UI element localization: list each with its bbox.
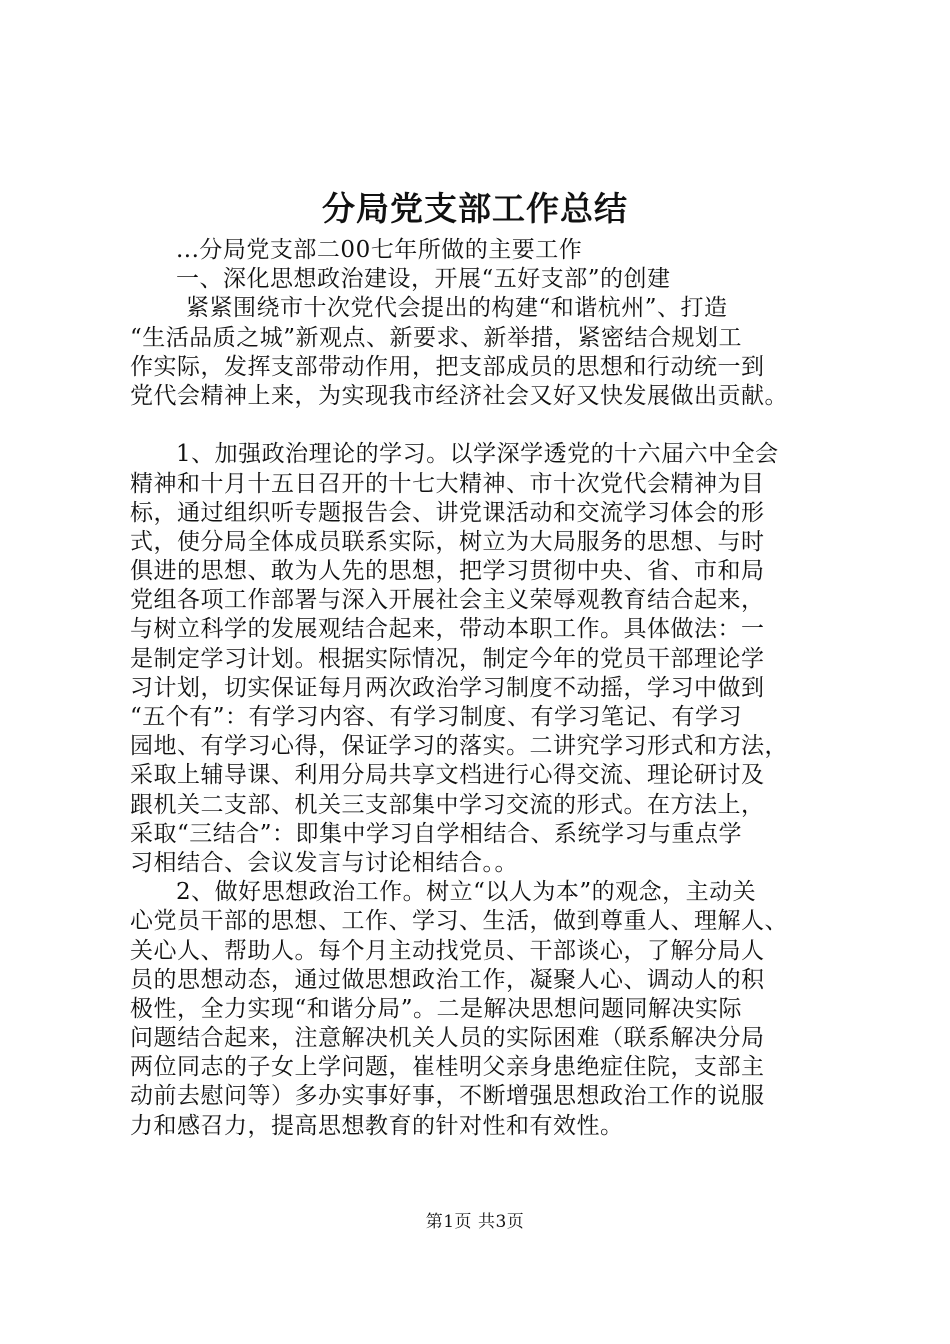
paragraph-line: 党代会精神上来，为实现我市经济社会又好又快发展做出贡献。 <box>130 382 788 409</box>
document-body <box>130 236 836 1141</box>
document-title: 分局党支部工作总结 <box>322 189 628 228</box>
paragraph-line: 俱进的思想、敢为人先的思想，把学习贯彻中央、省、市和局 <box>130 558 765 585</box>
paragraph-line: 采取上辅导课、利用分局共享文档进行心得交流、理论研讨及 <box>130 762 765 789</box>
paragraph-line: 两位同志的子女上学问题，崔桂明父亲身患绝症住院，支部主 <box>130 1054 765 1081</box>
paragraph-line: 力和感召力，提高思想教育的针对性和有效性。 <box>130 1112 624 1139</box>
section-heading: 一、深化思想政治建设，开展“五好支部”的创建 <box>176 266 671 293</box>
intro-line: ...分局党支部二00七年所做的主要工作 <box>176 237 583 263</box>
paragraph-line: 问题结合起来，注意解决机关人员的实际困难（联系解决分局 <box>130 1025 765 1052</box>
paragraph-line: 精神和十月十五日召开的十七大精神、市十次党代会精神为目 <box>130 470 765 497</box>
paragraph-line: 是制定学习计划。根据实际情况，制定今年的党员干部理论学 <box>130 645 765 672</box>
paragraph-line: “生活品质之城”新观点、新要求、新举措，紧密结合规划工 <box>130 324 743 351</box>
paragraph-line: 党组各项工作部署与深入开展社会主义荣辱观教育结合起来， <box>130 587 765 614</box>
paragraph-line: 紧紧围绕市十次党代会提出的构建“和谐杭州”、打造 <box>186 295 728 322</box>
paragraph-line: 习相结合、会议发言与讨论相结合。。 <box>130 849 518 876</box>
paragraph-line: 关心人、帮助人。每个月主动找党员、干部谈心，了解分局人 <box>130 937 765 964</box>
paragraph-line: 标，通过组织听专题报告会、讲党课活动和交流学习体会的形 <box>130 499 765 526</box>
paragraph-line: 跟机关二支部、机关三支部集中学习交流的形式。在方法上， <box>130 791 765 818</box>
paragraph-line: 员的思想动态，通过做思想政治工作，凝聚人心、调动人的积 <box>130 966 765 993</box>
paragraph-line: 心党员干部的思想、工作、学习、生活，做到尊重人、理解人、 <box>130 908 788 935</box>
paragraph-line: 动前去慰问等）多办实事好事，不断增强思想政治工作的说服 <box>130 1083 765 1110</box>
paragraph-line: 极性，全力实现“和谐分局”。二是解决思想问题同解决实际 <box>130 995 743 1022</box>
paragraph-line: 1、加强政治理论的学习。以学深学透党的十六届六中全会 <box>176 441 779 468</box>
paragraph-line: 习计划，切实保证每月两次政治学习制度不动摇，学习中做到 <box>130 674 765 701</box>
paragraph-line: 式，使分局全体成员联系实际，树立为大局服务的思想、与时 <box>130 528 765 555</box>
paragraph-line: 采取“三结合”：即集中学习自学相结合、系统学习与重点学 <box>130 820 743 847</box>
paragraph-line: 园地、有学习心得，保证学习的落实。二讲究学习形式和方法， <box>130 733 788 760</box>
paragraph-spacer <box>130 411 836 440</box>
paragraph-line: 作实际，发挥支部带动作用，把支部成员的思想和行动统一到 <box>130 353 765 380</box>
paragraph-line: 2、做好思想政治工作。树立“以人为本”的观念，主动关 <box>176 879 757 906</box>
page-footer: 第1页 共3页 <box>425 1212 525 1232</box>
paragraph-line: “五个有”：有学习内容、有学习制度、有学习笔记、有学习 <box>130 704 743 730</box>
paragraph-line: 与树立科学的发展观结合起来，带动本职工作。具体做法：一 <box>130 616 765 643</box>
